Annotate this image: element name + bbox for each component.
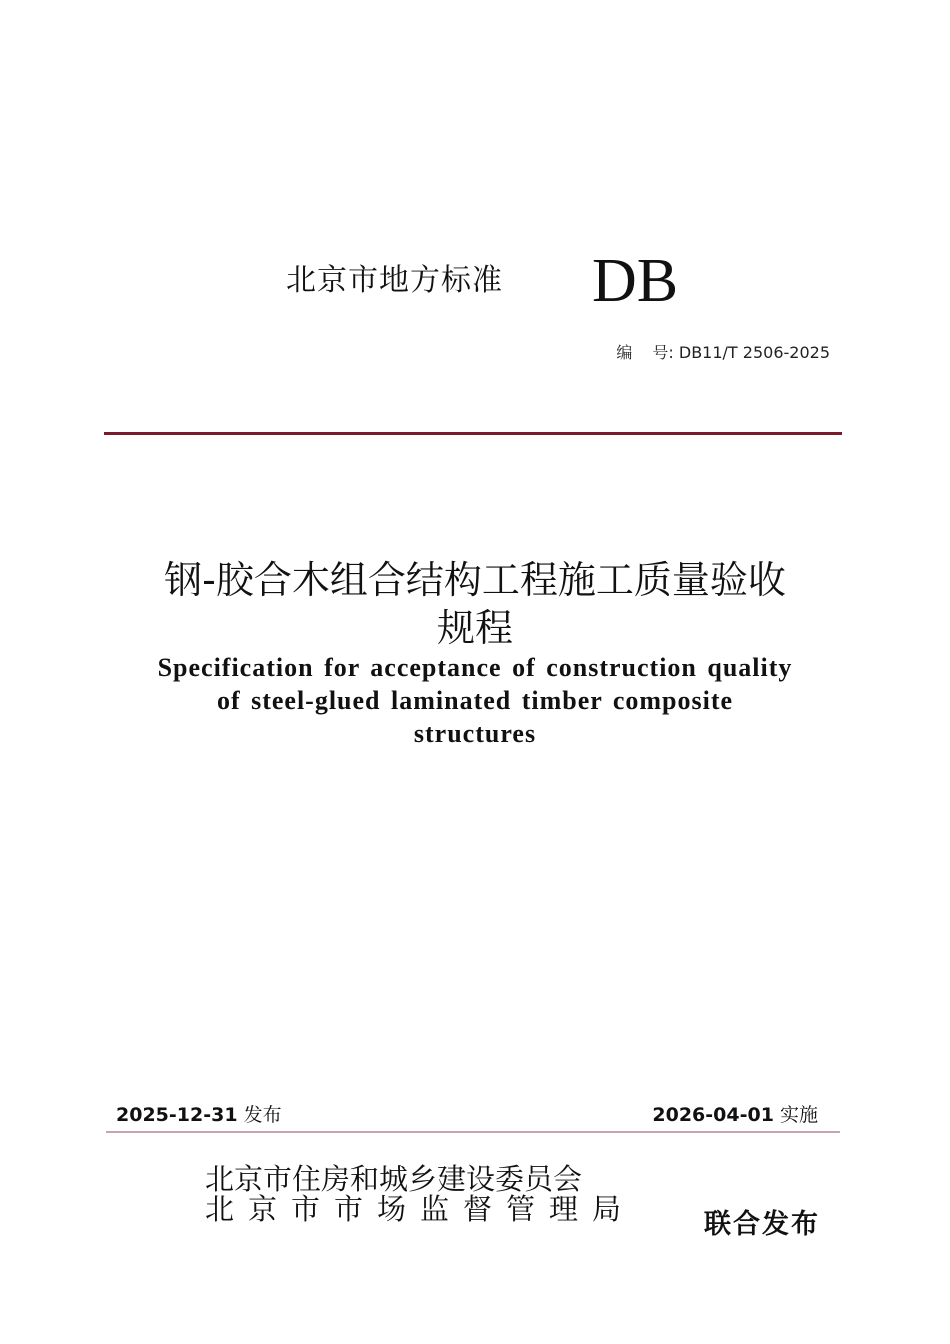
implement-date-row [652, 1100, 818, 1127]
joint-issue-label: 联合发布 [704, 1209, 820, 1240]
chinese-title [100, 556, 850, 652]
standard-type: 北京市地方标准 [286, 263, 503, 298]
bottom-divider [106, 1131, 840, 1133]
implement-date: 2026-04-01 [652, 1104, 774, 1126]
english-title-line-3: structures [413, 719, 537, 748]
publish-date-row [116, 1100, 282, 1127]
chinese-title-line-2: 规程 [436, 606, 513, 650]
publish-date: 2025-12-31 [116, 1104, 238, 1126]
english-title-line-2: of steel-glued laminated timber composite [216, 686, 734, 715]
top-divider [104, 432, 842, 435]
issuer-market-bureau: 北京市市场监督管理局 [205, 1192, 636, 1226]
chinese-title-line-1: 钢-胶合木组合结构工程施工质量验收 [164, 558, 786, 602]
number-label-2: 号: [652, 343, 674, 362]
db-mark: DB [592, 247, 679, 315]
issuer-housing-commission: 北京市住房和城乡建设委员会 [205, 1162, 583, 1196]
number-label-1: 编 [616, 343, 633, 362]
english-title-line-1: Specification for acceptance of construction quality [157, 653, 793, 682]
standard-number: DB11/T 2506-2025 [678, 343, 830, 362]
implement-label: 实施 [779, 1104, 818, 1126]
publish-label: 发布 [243, 1104, 282, 1126]
english-title [100, 651, 850, 750]
standard-number-row [616, 340, 830, 363]
